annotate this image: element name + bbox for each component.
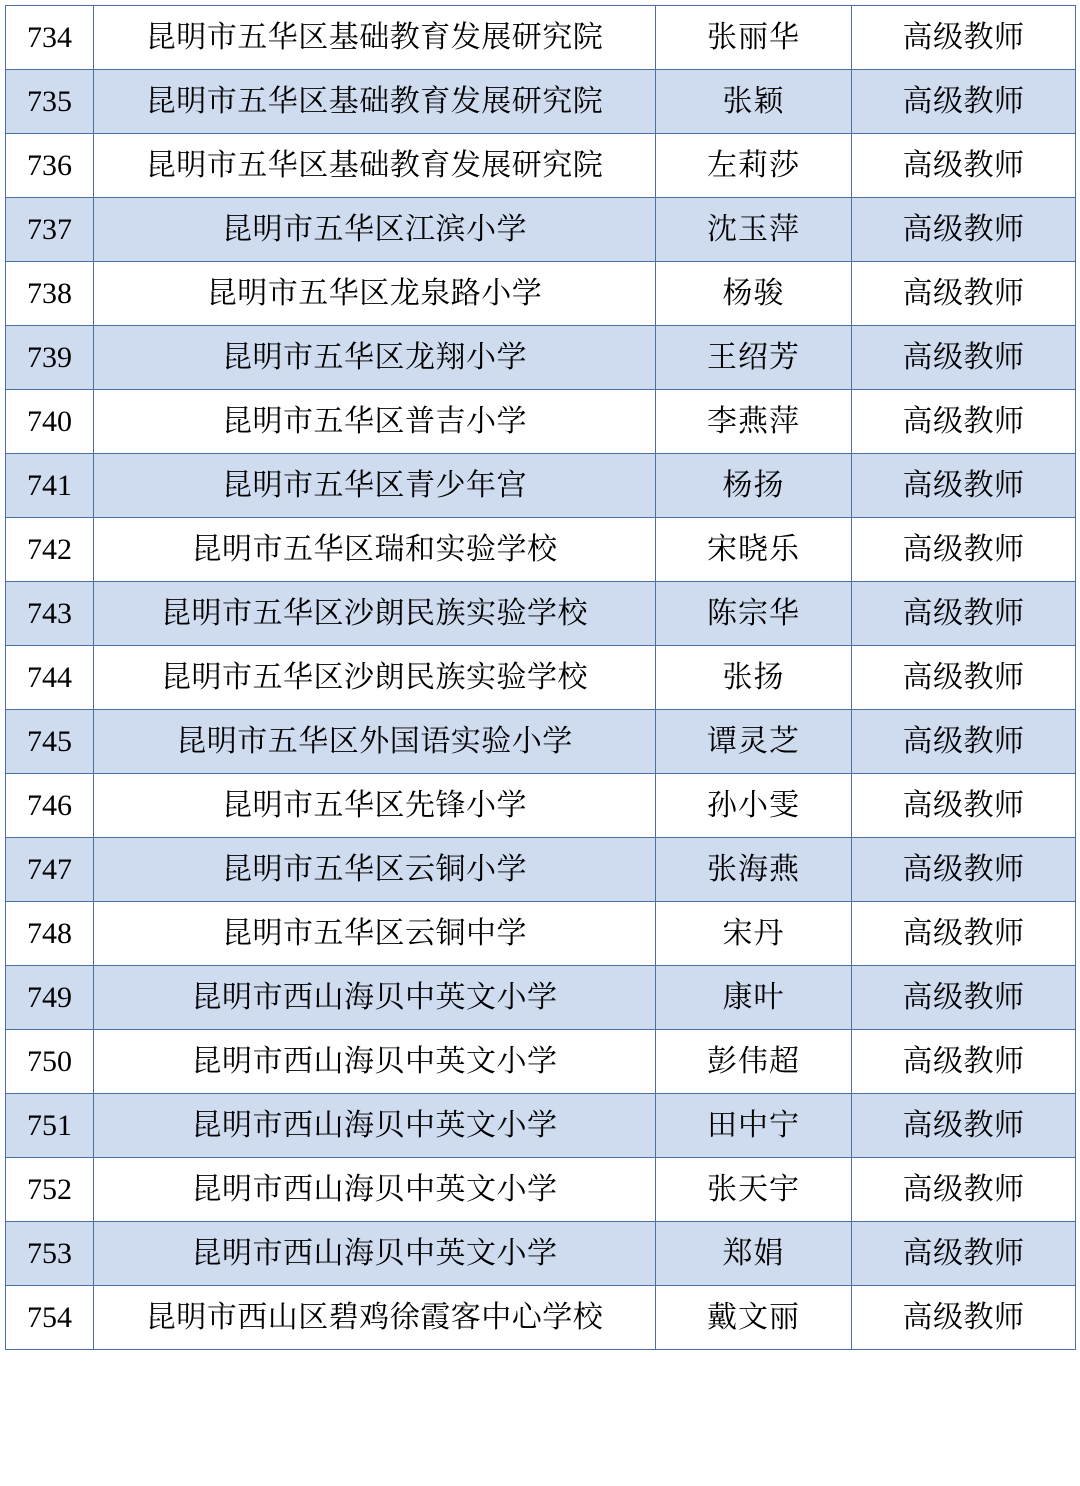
row-title: 高级教师 xyxy=(852,70,1076,134)
row-unit: 昆明市五华区瑞和实验学校 xyxy=(94,518,656,582)
row-name: 谭灵芝 xyxy=(656,710,852,774)
row-title: 高级教师 xyxy=(852,198,1076,262)
row-name: 沈玉萍 xyxy=(656,198,852,262)
row-title: 高级教师 xyxy=(852,134,1076,198)
table-row xyxy=(6,454,1076,518)
row-title: 高级教师 xyxy=(852,6,1076,70)
row-title: 高级教师 xyxy=(852,966,1076,1030)
table-row xyxy=(6,1030,1076,1094)
table-row xyxy=(6,966,1076,1030)
row-unit: 昆明市五华区青少年宫 xyxy=(94,454,656,518)
row-title: 高级教师 xyxy=(852,838,1076,902)
row-index: 743 xyxy=(6,582,94,646)
row-title: 高级教师 xyxy=(852,1030,1076,1094)
row-unit: 昆明市五华区普吉小学 xyxy=(94,390,656,454)
table-row xyxy=(6,390,1076,454)
row-unit: 昆明市五华区基础教育发展研究院 xyxy=(94,134,656,198)
row-name: 孙小雯 xyxy=(656,774,852,838)
row-name: 张丽华 xyxy=(656,6,852,70)
row-name: 宋晓乐 xyxy=(656,518,852,582)
row-unit: 昆明市五华区先锋小学 xyxy=(94,774,656,838)
table-row xyxy=(6,582,1076,646)
table-row xyxy=(6,710,1076,774)
row-name: 左莉莎 xyxy=(656,134,852,198)
table-row xyxy=(6,774,1076,838)
row-name: 杨骏 xyxy=(656,262,852,326)
row-index: 747 xyxy=(6,838,94,902)
table-row xyxy=(6,198,1076,262)
roster-table xyxy=(5,5,1076,1350)
table-row xyxy=(6,646,1076,710)
row-title: 高级教师 xyxy=(852,1094,1076,1158)
row-index: 740 xyxy=(6,390,94,454)
row-index: 744 xyxy=(6,646,94,710)
row-title: 高级教师 xyxy=(852,390,1076,454)
row-unit: 昆明市西山区碧鸡徐霞客中心学校 xyxy=(94,1286,656,1350)
row-name: 彭伟超 xyxy=(656,1030,852,1094)
row-title: 高级教师 xyxy=(852,518,1076,582)
row-index: 734 xyxy=(6,6,94,70)
row-index: 742 xyxy=(6,518,94,582)
row-unit: 昆明市五华区外国语实验小学 xyxy=(94,710,656,774)
row-index: 739 xyxy=(6,326,94,390)
row-name: 张颖 xyxy=(656,70,852,134)
table-row xyxy=(6,838,1076,902)
table-row xyxy=(6,134,1076,198)
row-index: 752 xyxy=(6,1158,94,1222)
row-title: 高级教师 xyxy=(852,1158,1076,1222)
row-index: 751 xyxy=(6,1094,94,1158)
row-index: 735 xyxy=(6,70,94,134)
table-row xyxy=(6,326,1076,390)
row-name: 宋丹 xyxy=(656,902,852,966)
row-unit: 昆明市西山海贝中英文小学 xyxy=(94,1158,656,1222)
row-name: 张天宇 xyxy=(656,1158,852,1222)
row-title: 高级教师 xyxy=(852,582,1076,646)
row-unit: 昆明市西山海贝中英文小学 xyxy=(94,1222,656,1286)
row-name: 陈宗华 xyxy=(656,582,852,646)
row-title: 高级教师 xyxy=(852,1286,1076,1350)
row-index: 753 xyxy=(6,1222,94,1286)
row-name: 李燕萍 xyxy=(656,390,852,454)
row-unit: 昆明市五华区云铜小学 xyxy=(94,838,656,902)
row-index: 736 xyxy=(6,134,94,198)
row-unit: 昆明市西山海贝中英文小学 xyxy=(94,966,656,1030)
row-unit: 昆明市五华区龙翔小学 xyxy=(94,326,656,390)
row-unit: 昆明市五华区龙泉路小学 xyxy=(94,262,656,326)
row-name: 郑娟 xyxy=(656,1222,852,1286)
row-index: 741 xyxy=(6,454,94,518)
row-name: 杨扬 xyxy=(656,454,852,518)
table-row xyxy=(6,6,1076,70)
roster-table-body xyxy=(6,6,1076,1350)
row-index: 737 xyxy=(6,198,94,262)
table-row xyxy=(6,262,1076,326)
row-index: 754 xyxy=(6,1286,94,1350)
row-index: 745 xyxy=(6,710,94,774)
row-title: 高级教师 xyxy=(852,774,1076,838)
row-name: 戴文丽 xyxy=(656,1286,852,1350)
row-unit: 昆明市五华区沙朗民族实验学校 xyxy=(94,646,656,710)
row-unit: 昆明市五华区基础教育发展研究院 xyxy=(94,6,656,70)
row-unit: 昆明市西山海贝中英文小学 xyxy=(94,1094,656,1158)
row-unit: 昆明市五华区沙朗民族实验学校 xyxy=(94,582,656,646)
table-row xyxy=(6,902,1076,966)
row-name: 王绍芳 xyxy=(656,326,852,390)
row-unit: 昆明市五华区云铜中学 xyxy=(94,902,656,966)
row-title: 高级教师 xyxy=(852,262,1076,326)
row-index: 749 xyxy=(6,966,94,1030)
row-title: 高级教师 xyxy=(852,902,1076,966)
row-title: 高级教师 xyxy=(852,1222,1076,1286)
row-title: 高级教师 xyxy=(852,646,1076,710)
row-title: 高级教师 xyxy=(852,454,1076,518)
row-title: 高级教师 xyxy=(852,710,1076,774)
row-index: 748 xyxy=(6,902,94,966)
row-name: 张海燕 xyxy=(656,838,852,902)
row-index: 750 xyxy=(6,1030,94,1094)
table-row xyxy=(6,518,1076,582)
table-row xyxy=(6,70,1076,134)
table-row xyxy=(6,1222,1076,1286)
row-unit: 昆明市西山海贝中英文小学 xyxy=(94,1030,656,1094)
row-unit: 昆明市五华区基础教育发展研究院 xyxy=(94,70,656,134)
row-unit: 昆明市五华区江滨小学 xyxy=(94,198,656,262)
table-row xyxy=(6,1286,1076,1350)
row-name: 田中宁 xyxy=(656,1094,852,1158)
row-title: 高级教师 xyxy=(852,326,1076,390)
row-index: 746 xyxy=(6,774,94,838)
row-index: 738 xyxy=(6,262,94,326)
row-name: 张扬 xyxy=(656,646,852,710)
row-name: 康叶 xyxy=(656,966,852,1030)
table-row xyxy=(6,1094,1076,1158)
table-row xyxy=(6,1158,1076,1222)
